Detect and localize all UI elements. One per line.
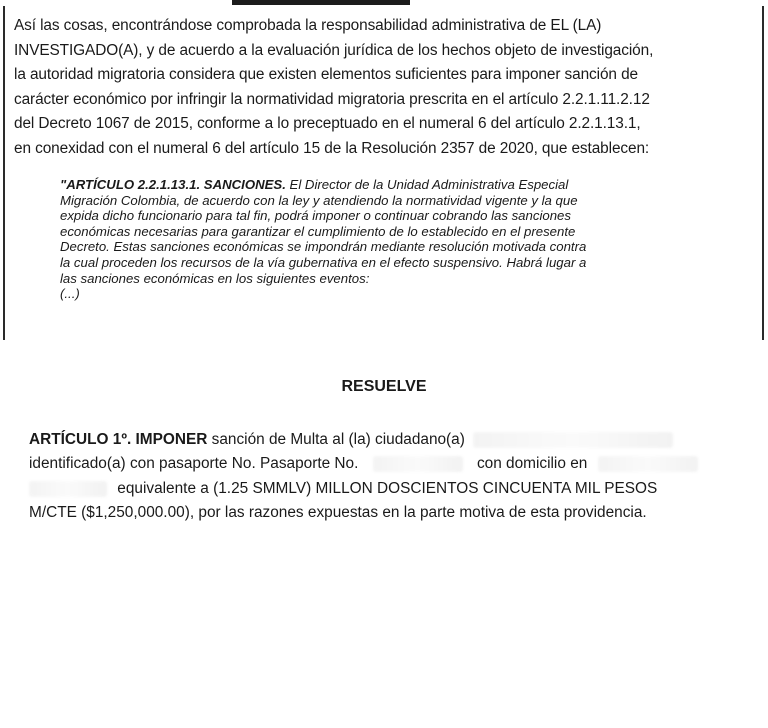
quote-line: Decreto. Estas sanciones económicas se impondrán mediante resolución motivada contra bbox=[60, 239, 587, 255]
redacted-address-cont bbox=[29, 481, 107, 497]
article-text: identificado(a) con pasaporte No. Pasaporte No. bbox=[29, 455, 359, 473]
paragraph-line: INVESTIGADO(A), y de acuerdo a la evaluación jurídica de los hechos objeto de investigación, bbox=[14, 41, 654, 59]
quote-line: la cual proceden los recursos de la vía gubernativa en el efecto suspensivo. Habrá lugar a bbox=[60, 254, 587, 270]
redacted-passport bbox=[373, 456, 463, 472]
paragraph-line: del Decreto 1067 de 2015, conforme a lo preceptuado en el numeral 6 del artículo 2.2.1.13.1, bbox=[14, 115, 641, 133]
quote-line: expida dicho funcionario para tal fin, podrá imponer o continuar cobrando las sanciones bbox=[60, 208, 571, 224]
article-text: equivalente a (1.25 SMMLV) MILLON DOSCIENTOS CINCUENTA MIL PESOS bbox=[117, 479, 658, 497]
quote-first-text: El Director de la Unidad Administrativa Especial bbox=[285, 177, 569, 192]
considerations-paragraph bbox=[14, 14, 754, 162]
paragraph-line: Así las cosas, encontrándose comprobada la responsabilidad administrativa de EL (LA) bbox=[14, 17, 602, 34]
article-1-block bbox=[29, 428, 759, 526]
article-label: ARTÍCULO 1º. IMPONER bbox=[29, 431, 208, 448]
article-line bbox=[29, 452, 759, 476]
paragraph-line: en conexidad con el numeral 6 del artículo 15 de la Resolución 2357 de 2020, que establecen: bbox=[14, 139, 650, 157]
article-line bbox=[29, 477, 759, 501]
quote-line: Migración Colombia, de acuerdo con la ley y atendiendo la normatividad vigente y la que bbox=[60, 192, 578, 208]
quote-ellipsis: (...) bbox=[60, 286, 80, 302]
paragraph-line: la autoridad migratoria considera que existen elementos suficientes para imponer sanción de bbox=[14, 66, 638, 84]
article-line bbox=[29, 428, 759, 452]
resuelve-heading: RESUELVE bbox=[341, 378, 427, 395]
redacted-name bbox=[473, 432, 673, 448]
quote-line bbox=[60, 177, 710, 193]
quote-line: las sanciones económicas en los siguientes eventos: bbox=[60, 270, 370, 286]
quote-line: económicas necesarias para garantizar el cumplimiento de lo establecido en el presente bbox=[60, 223, 576, 239]
quoted-article bbox=[60, 177, 710, 302]
article-line: M/CTE ($1,250,000.00), por las razones expuestas en la parte motiva de esta providencia. bbox=[29, 504, 647, 522]
article-text: con domicilio en bbox=[476, 455, 588, 473]
quote-heading: "ARTÍCULO 2.2.1.13.1. SANCIONES. bbox=[60, 177, 286, 192]
top-edge-bar bbox=[232, 0, 410, 5]
paragraph-line: carácter económico por infringir la normatividad migratoria prescrita en el artículo 2.2.1.11.2.12 bbox=[14, 90, 650, 108]
article-text: sanción de Multa al (la) ciudadano(a) bbox=[207, 431, 465, 448]
redacted-address bbox=[598, 456, 698, 472]
